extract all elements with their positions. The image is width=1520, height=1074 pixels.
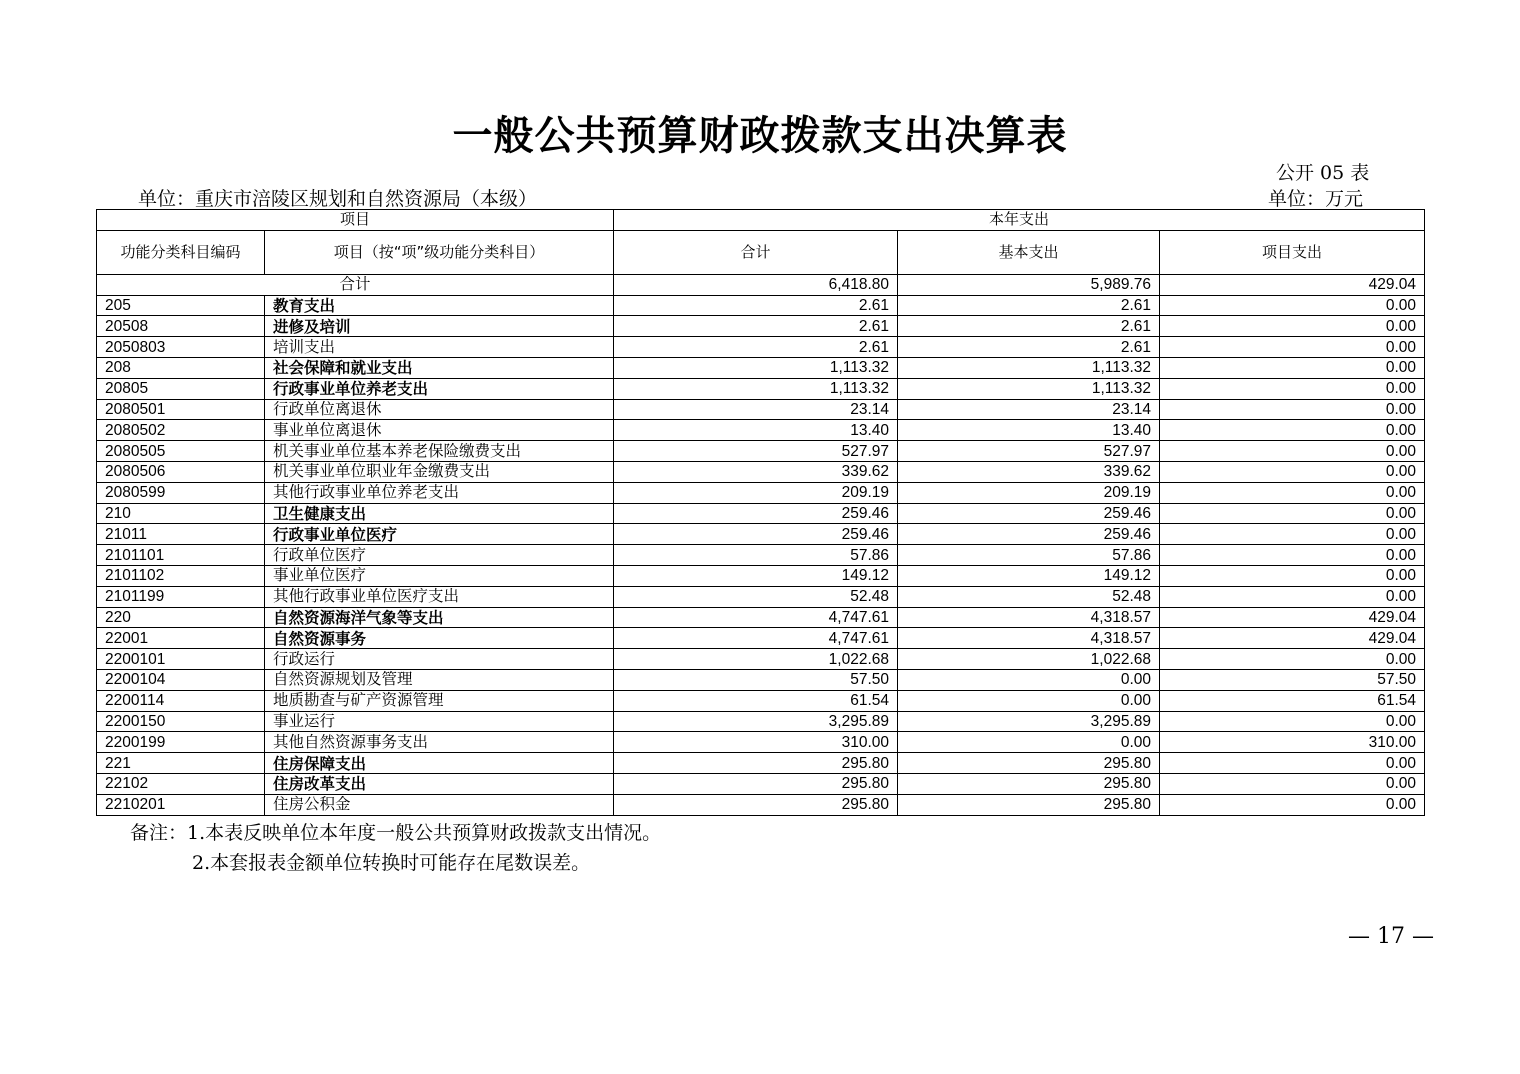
table-row (97, 316, 1425, 337)
row-project: 0.00 (1160, 399, 1425, 420)
row-name: 培训支出 (265, 337, 614, 358)
row-basic: 209.19 (898, 482, 1160, 503)
total-project: 429.04 (1160, 274, 1425, 295)
row-name: 自然资源规划及管理 (265, 669, 614, 690)
row-basic: 57.86 (898, 545, 1160, 566)
row-name: 教育支出 (265, 295, 614, 316)
row-code: 2080599 (97, 482, 265, 503)
row-name: 进修及培训 (265, 316, 614, 337)
row-total: 1,113.32 (614, 357, 898, 378)
row-basic: 295.80 (898, 753, 1160, 774)
header-row-columns (97, 230, 1425, 274)
table-row (97, 420, 1425, 441)
row-basic: 295.80 (898, 773, 1160, 794)
table-row (97, 565, 1425, 586)
row-name: 地质勘查与矿产资源管理 (265, 690, 614, 711)
note-line-2: 2.本套报表金额单位转换时可能存在尾数误差。 (192, 852, 591, 874)
table-row (97, 503, 1425, 524)
row-code: 20508 (97, 316, 265, 337)
row-basic: 0.00 (898, 690, 1160, 711)
row-project: 0.00 (1160, 773, 1425, 794)
row-total: 295.80 (614, 753, 898, 774)
table-row (97, 441, 1425, 462)
row-basic: 13.40 (898, 420, 1160, 441)
row-project: 0.00 (1160, 316, 1425, 337)
row-total: 57.50 (614, 669, 898, 690)
row-total: 2.61 (614, 337, 898, 358)
row-project: 0.00 (1160, 461, 1425, 482)
row-code: 22102 (97, 773, 265, 794)
form-code: 公开 05 表 (1276, 162, 1370, 184)
row-total: 4,747.61 (614, 607, 898, 628)
row-total: 52.48 (614, 586, 898, 607)
row-basic: 3,295.89 (898, 711, 1160, 732)
row-code: 2200199 (97, 732, 265, 753)
table-row (97, 794, 1425, 815)
row-code: 2080501 (97, 399, 265, 420)
row-project: 0.00 (1160, 503, 1425, 524)
row-name: 机关事业单位职业年金缴费支出 (265, 461, 614, 482)
row-total: 149.12 (614, 565, 898, 586)
unit-organization: 单位：重庆市涪陵区规划和自然资源局（本级） (138, 188, 538, 210)
row-project: 0.00 (1160, 482, 1425, 503)
row-project: 0.00 (1160, 545, 1425, 566)
row-basic: 2.61 (898, 316, 1160, 337)
table-row (97, 482, 1425, 503)
row-code: 210 (97, 503, 265, 524)
table-row (97, 545, 1425, 566)
row-basic: 2.61 (898, 295, 1160, 316)
row-name: 自然资源事务 (265, 628, 614, 649)
expenditure-table (96, 209, 1425, 816)
row-project: 0.00 (1160, 337, 1425, 358)
row-project: 0.00 (1160, 649, 1425, 670)
header-basic: 基本支出 (898, 230, 1160, 274)
table-row (97, 337, 1425, 358)
row-total: 259.46 (614, 503, 898, 524)
total-label: 合计 (97, 274, 614, 295)
row-code: 2101199 (97, 586, 265, 607)
row-basic: 1,022.68 (898, 649, 1160, 670)
total-amount: 6,418.80 (614, 274, 898, 295)
row-code: 22001 (97, 628, 265, 649)
header-item-group: 项目 (97, 210, 614, 231)
header-code: 功能分类科目编码 (97, 230, 265, 274)
row-basic: 23.14 (898, 399, 1160, 420)
row-project: 57.50 (1160, 669, 1425, 690)
row-project: 310.00 (1160, 732, 1425, 753)
table-row (97, 732, 1425, 753)
row-project: 0.00 (1160, 586, 1425, 607)
table-row (97, 607, 1425, 628)
unit-currency: 单位：万元 (1268, 188, 1364, 210)
row-project: 0.00 (1160, 420, 1425, 441)
row-name: 行政事业单位养老支出 (265, 378, 614, 399)
row-basic: 259.46 (898, 503, 1160, 524)
page-title: 一般公共预算财政拨款支出决算表 (452, 112, 1068, 159)
header-row-group (97, 210, 1425, 231)
row-code: 2200101 (97, 649, 265, 670)
table-row (97, 649, 1425, 670)
row-name: 行政事业单位医疗 (265, 524, 614, 545)
row-name: 其他自然资源事务支出 (265, 732, 614, 753)
row-basic: 52.48 (898, 586, 1160, 607)
row-code: 2101101 (97, 545, 265, 566)
row-name: 行政单位医疗 (265, 545, 614, 566)
table-row (97, 399, 1425, 420)
row-code: 21011 (97, 524, 265, 545)
row-total: 295.80 (614, 794, 898, 815)
row-total: 1,022.68 (614, 649, 898, 670)
row-name: 其他行政事业单位养老支出 (265, 482, 614, 503)
row-total: 2.61 (614, 295, 898, 316)
table-row (97, 628, 1425, 649)
row-name: 住房公积金 (265, 794, 614, 815)
row-project: 0.00 (1160, 524, 1425, 545)
row-name: 事业单位医疗 (265, 565, 614, 586)
row-code: 2200150 (97, 711, 265, 732)
table-body (97, 274, 1425, 815)
row-total: 339.62 (614, 461, 898, 482)
row-total: 259.46 (614, 524, 898, 545)
row-code: 2101102 (97, 565, 265, 586)
header-expense-group: 本年支出 (614, 210, 1425, 231)
row-project: 0.00 (1160, 753, 1425, 774)
row-basic: 295.80 (898, 794, 1160, 815)
row-basic: 259.46 (898, 524, 1160, 545)
header-total: 合计 (614, 230, 898, 274)
row-project: 0.00 (1160, 711, 1425, 732)
row-code: 220 (97, 607, 265, 628)
header-name: 项目（按“项”级功能分类科目） (265, 230, 614, 274)
row-total: 13.40 (614, 420, 898, 441)
table-row (97, 461, 1425, 482)
row-project: 0.00 (1160, 295, 1425, 316)
table-row (97, 690, 1425, 711)
row-total: 57.86 (614, 545, 898, 566)
row-name: 住房保障支出 (265, 753, 614, 774)
row-code: 20805 (97, 378, 265, 399)
row-name: 其他行政事业单位医疗支出 (265, 586, 614, 607)
row-basic: 4,318.57 (898, 628, 1160, 649)
table-row (97, 711, 1425, 732)
row-total: 23.14 (614, 399, 898, 420)
row-project: 61.54 (1160, 690, 1425, 711)
row-code: 2200114 (97, 690, 265, 711)
row-basic: 0.00 (898, 732, 1160, 753)
row-basic: 1,113.32 (898, 357, 1160, 378)
row-name: 事业运行 (265, 711, 614, 732)
row-basic: 149.12 (898, 565, 1160, 586)
table-row (97, 773, 1425, 794)
row-basic: 4,318.57 (898, 607, 1160, 628)
row-project: 0.00 (1160, 794, 1425, 815)
row-name: 行政单位离退休 (265, 399, 614, 420)
row-code: 2050803 (97, 337, 265, 358)
row-project: 429.04 (1160, 607, 1425, 628)
row-code: 205 (97, 295, 265, 316)
table-row (97, 753, 1425, 774)
total-row (97, 274, 1425, 295)
table-row (97, 378, 1425, 399)
row-total: 527.97 (614, 441, 898, 462)
row-total: 2.61 (614, 316, 898, 337)
row-code: 2200104 (97, 669, 265, 690)
row-project: 0.00 (1160, 378, 1425, 399)
total-basic: 5,989.76 (898, 274, 1160, 295)
row-name: 社会保障和就业支出 (265, 357, 614, 378)
row-project: 0.00 (1160, 441, 1425, 462)
table-row (97, 357, 1425, 378)
row-total: 209.19 (614, 482, 898, 503)
row-code: 2080502 (97, 420, 265, 441)
notes (130, 818, 661, 878)
row-name: 自然资源海洋气象等支出 (265, 607, 614, 628)
row-name: 卫生健康支出 (265, 503, 614, 524)
page-number: — 17 — (1348, 924, 1434, 949)
row-basic: 339.62 (898, 461, 1160, 482)
row-name: 机关事业单位基本养老保险缴费支出 (265, 441, 614, 462)
row-total: 1,113.32 (614, 378, 898, 399)
row-project: 0.00 (1160, 565, 1425, 586)
row-total: 61.54 (614, 690, 898, 711)
row-basic: 2.61 (898, 337, 1160, 358)
note-line-1: 备注：1.本表反映单位本年度一般公共预算财政拨款支出情况。 (130, 822, 662, 844)
table-row (97, 586, 1425, 607)
row-total: 3,295.89 (614, 711, 898, 732)
row-basic: 0.00 (898, 669, 1160, 690)
row-total: 4,747.61 (614, 628, 898, 649)
row-code: 2080506 (97, 461, 265, 482)
row-code: 2210201 (97, 794, 265, 815)
row-basic: 527.97 (898, 441, 1160, 462)
row-code: 2080505 (97, 441, 265, 462)
row-total: 310.00 (614, 732, 898, 753)
row-basic: 1,113.32 (898, 378, 1160, 399)
row-name: 行政运行 (265, 649, 614, 670)
row-name: 住房改革支出 (265, 773, 614, 794)
header-project: 项目支出 (1160, 230, 1425, 274)
row-total: 295.80 (614, 773, 898, 794)
row-code: 221 (97, 753, 265, 774)
table-row (97, 669, 1425, 690)
row-code: 208 (97, 357, 265, 378)
row-project: 429.04 (1160, 628, 1425, 649)
table-row (97, 295, 1425, 316)
row-project: 0.00 (1160, 357, 1425, 378)
table-row (97, 524, 1425, 545)
row-name: 事业单位离退休 (265, 420, 614, 441)
